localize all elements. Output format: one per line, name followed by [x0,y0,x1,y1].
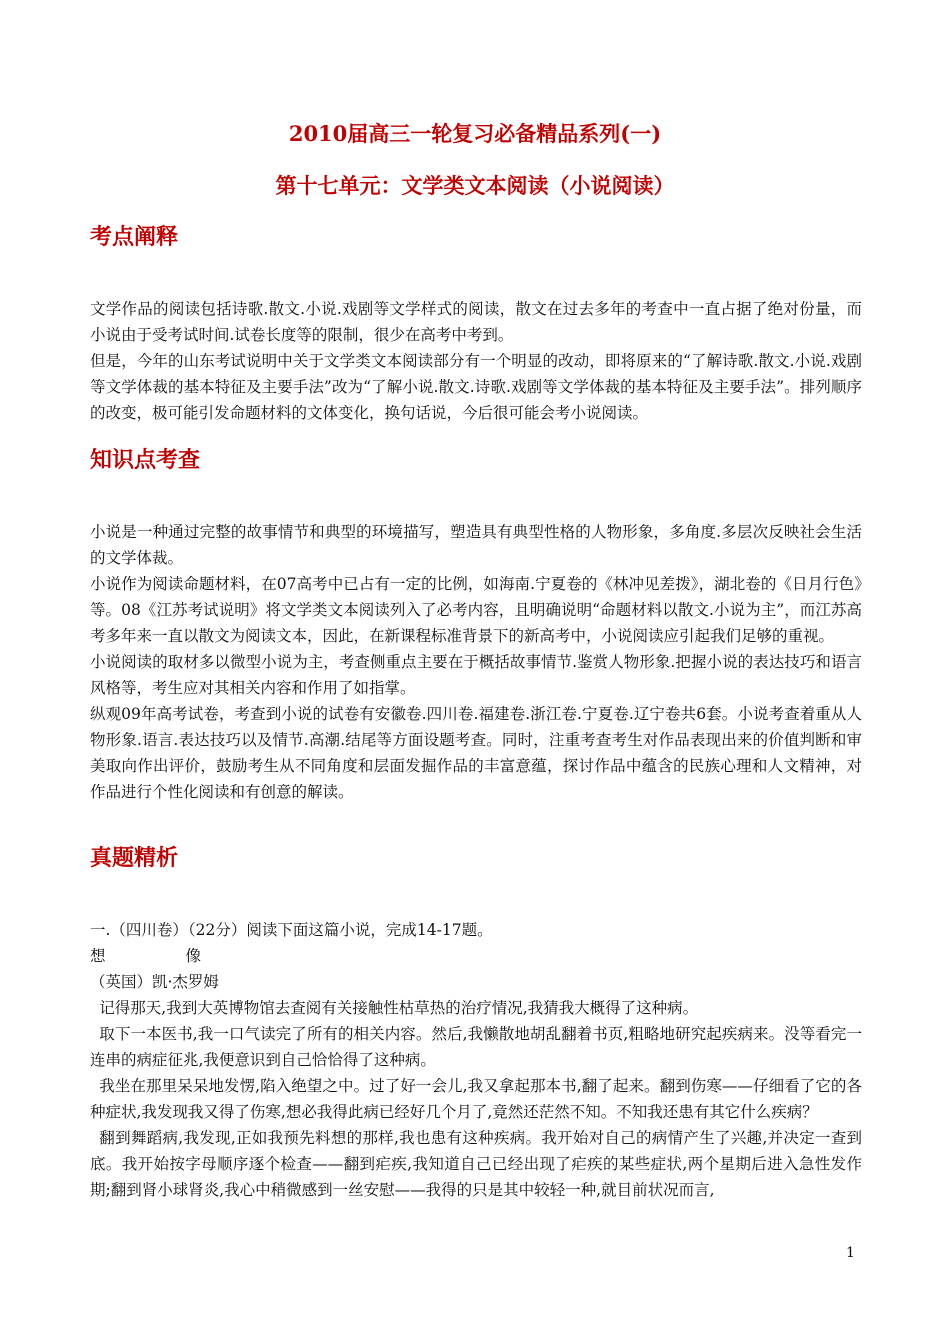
page-number: 1 [846,1245,855,1261]
novel-author: （英国）凯·杰罗姆 [90,973,219,991]
section-heading-kaodian: 考点阐释 [90,224,179,250]
paragraph: 小说阅读的取材多以微型小说为主，考查侧重点主要在于概括故事情节.鉴赏人物形象.把握小说的表达技巧和语言风格等，考生应对其相关内容和作用了如指掌。 [90,653,862,697]
document-title: 2010届高三一轮复习必备精品系列(一) [288,121,662,146]
story-paragraph: 取下一本医书,我一口气读完了所有的相关内容。然后,我懒散地胡乱翻着书页,粗略地研究起疾病来。没等看完一连串的病症征兆,我便意识到自己恰恰得了这种病。 [90,1025,862,1069]
section-heading-zhenti: 真题精析 [90,845,179,871]
section-body-kaodian [90,296,862,426]
story-paragraph: 记得那天,我到大英博物馆去查阅有关接触性枯草热的治疗情况,我猜我大概得了这种病。 [99,999,699,1017]
paragraph: 文学作品的阅读包括诗歌.散文.小说.戏剧等文学样式的阅读，散文在过去多年的考查中一直占据了绝对份量，而小说由于受考试时间.试卷长度等的限制，很少在高考中考到。 [90,300,862,344]
novel-title-char: 像 [185,947,202,965]
question-intro: 一.（四川卷）（22分）阅读下面这篇小说，完成14-17题。 [90,921,493,939]
section-body-zhishidian [90,519,862,805]
paragraph: 纵观09年高考试卷，考查到小说的试卷有安徽卷.四川卷.福建卷.浙江卷.宁夏卷.辽宁卷共6套。小说考查着重从人物形象.语言.表达技巧以及情节.高潮.结尾等方面设题考查。同时，注重考查考生对作品表现出来的价值判断和审美取向作出评价，鼓励考生从不同角度和层面发掘作品的丰富意蕴，探讨作品中蕴含的民族心理和人文精神，对作品进行个性化阅读和有创意的解读。 [90,705,862,801]
unit-title: 第十七单元：文学类文本阅读（小说阅读） [275,173,675,198]
paragraph: 小说作为阅读命题材料，在07高考中已占有一定的比例，如海南.宁夏卷的《林冲见差拨》，湖北卷的《日月行色》等。08《江苏考试说明》将文学类文本阅读列入了必考内容，且明确说明“命题材料以散文.小说为主”，而江苏高考多年来一直以散文为阅读文本，因此，在新课程标准背景下的新高考中，小说阅读应引起我们足够的重视。 [90,575,862,645]
story-paragraph: 翻到舞蹈病,我发现,正如我预先料想的那样,我也患有这种疾病。我开始对自己的病情产生了兴趣,并决定一查到底。我开始按字母顺序逐个检查——翻到疟疾,我知道自己已经出现了疟疾的某些症状,两个星期后进入急性发作期;翻到肾小球肾炎,我心中稍微感到一丝安慰——我得的只是其中较轻一种,就目前状况而言, [90,1129,862,1199]
paragraph: 小说是一种通过完整的故事情节和典型的环境描写，塑造具有典型性格的人物形象，多角度.多层次反映社会生活的文学体裁。 [90,523,862,567]
paragraph: 但是，今年的山东考试说明中关于文学类文本阅读部分有一个明显的改动，即将原来的“了解诗歌.散文.小说.戏剧等文学体裁的基本特征及主要手法”改为“了解小说.散文.诗歌.戏剧等文学体裁的基本特征及主要手法”。排列顺序的改变，极可能引发命题材料的文体变化，换句话说，今后很可能会考小说阅读。 [90,352,862,422]
section-heading-zhishidian: 知识点考查 [90,447,201,473]
section-body-zhenti [90,917,862,1203]
novel-title [90,943,862,969]
story-paragraph: 我坐在那里呆呆地发愣,陷入绝望之中。过了好一会儿,我又拿起那本书,翻了起来。翻到伤寒——仔细看了它的各种症状,我发现我又得了伤寒,想必我得此病已经好几个月了,竟然还茫然不知。不知我还患有其它什么疾病？ [90,1077,862,1121]
novel-title-char: 想 [90,947,106,965]
